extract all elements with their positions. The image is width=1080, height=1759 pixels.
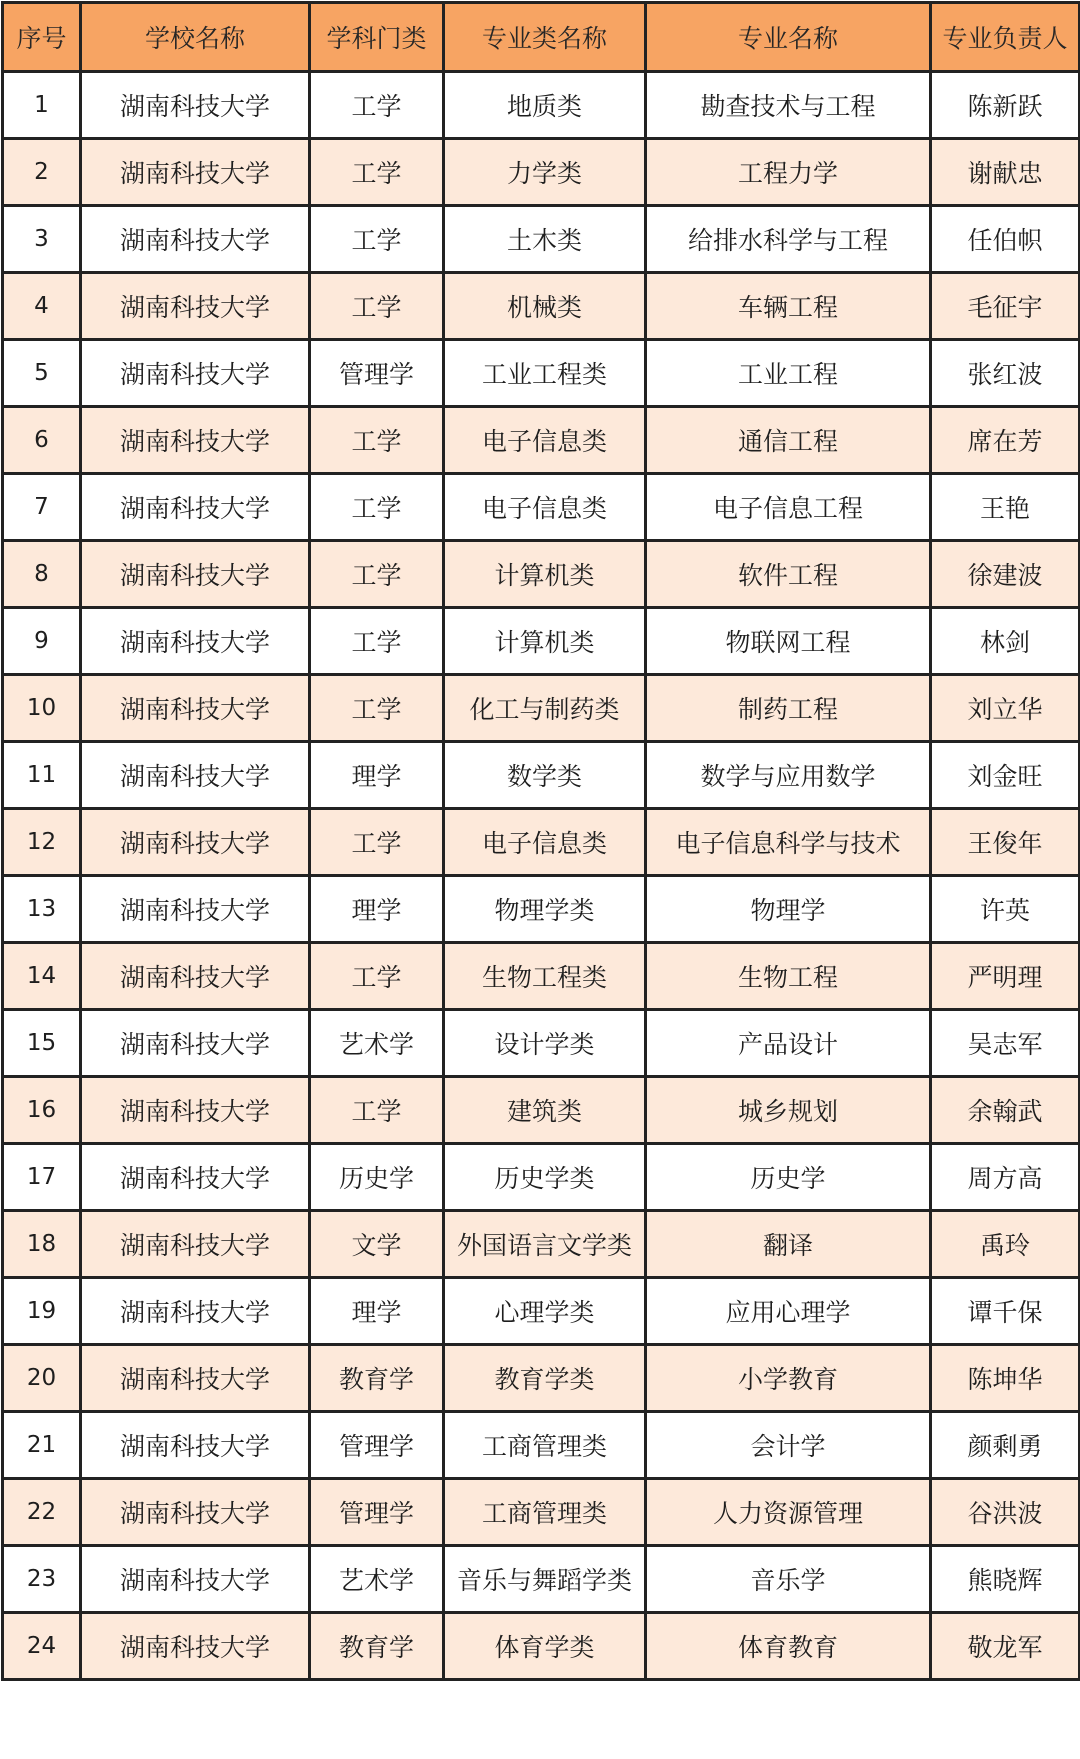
cell-major-category: 机械类 [444, 273, 646, 340]
cell-school: 湖南科技大学 [81, 1613, 310, 1680]
cell-school: 湖南科技大学 [81, 1211, 310, 1278]
cell-major: 电子信息工程 [646, 474, 931, 541]
cell-discipline: 工学 [310, 608, 444, 675]
cell-school: 湖南科技大学 [81, 1010, 310, 1077]
cell-index: 17 [3, 1144, 81, 1211]
table-row [3, 139, 1080, 206]
cell-discipline: 教育学 [310, 1345, 444, 1412]
table-row [3, 1479, 1080, 1546]
table-row [3, 1278, 1080, 1345]
cell-discipline: 管理学 [310, 1412, 444, 1479]
cell-discipline: 理学 [310, 1278, 444, 1345]
cell-index: 8 [3, 541, 81, 608]
cell-discipline: 文学 [310, 1211, 444, 1278]
cell-school: 湖南科技大学 [81, 809, 310, 876]
cell-major: 勘查技术与工程 [646, 72, 931, 139]
cell-major-category: 数学类 [444, 742, 646, 809]
cell-index: 13 [3, 876, 81, 943]
cell-major-category: 工商管理类 [444, 1412, 646, 1479]
table-row [3, 541, 1080, 608]
table-row [3, 608, 1080, 675]
header-index: 序号 [3, 3, 81, 72]
cell-discipline: 工学 [310, 407, 444, 474]
cell-major-category: 体育学类 [444, 1613, 646, 1680]
cell-major-category: 工商管理类 [444, 1479, 646, 1546]
cell-major-category: 历史学类 [444, 1144, 646, 1211]
cell-leader: 王艳 [931, 474, 1080, 541]
cell-discipline: 工学 [310, 206, 444, 273]
cell-major: 数学与应用数学 [646, 742, 931, 809]
cell-index: 16 [3, 1077, 81, 1144]
cell-major: 应用心理学 [646, 1278, 931, 1345]
cell-discipline: 理学 [310, 876, 444, 943]
cell-major-category: 设计学类 [444, 1010, 646, 1077]
cell-index: 4 [3, 273, 81, 340]
cell-major-category: 物理学类 [444, 876, 646, 943]
cell-index: 21 [3, 1412, 81, 1479]
cell-discipline: 工学 [310, 139, 444, 206]
cell-leader: 严明理 [931, 943, 1080, 1010]
cell-major-category: 地质类 [444, 72, 646, 139]
cell-discipline: 艺术学 [310, 1010, 444, 1077]
cell-major: 软件工程 [646, 541, 931, 608]
cell-leader: 谷洪波 [931, 1479, 1080, 1546]
table-row [3, 1345, 1080, 1412]
table-row [3, 1077, 1080, 1144]
cell-major-category: 计算机类 [444, 608, 646, 675]
cell-school: 湖南科技大学 [81, 1479, 310, 1546]
cell-leader: 禹玲 [931, 1211, 1080, 1278]
cell-school: 湖南科技大学 [81, 742, 310, 809]
cell-leader: 张红波 [931, 340, 1080, 407]
table-header [3, 3, 1080, 72]
cell-major-category: 力学类 [444, 139, 646, 206]
table-row [3, 340, 1080, 407]
cell-discipline: 工学 [310, 541, 444, 608]
cell-leader: 谢献忠 [931, 139, 1080, 206]
table-row [3, 1010, 1080, 1077]
cell-major-category: 土木类 [444, 206, 646, 273]
cell-leader: 敬龙军 [931, 1613, 1080, 1680]
cell-discipline: 理学 [310, 742, 444, 809]
cell-index: 23 [3, 1546, 81, 1613]
cell-leader: 刘金旺 [931, 742, 1080, 809]
cell-major: 车辆工程 [646, 273, 931, 340]
cell-major: 小学教育 [646, 1345, 931, 1412]
cell-leader: 熊晓辉 [931, 1546, 1080, 1613]
cell-major: 物联网工程 [646, 608, 931, 675]
cell-discipline: 历史学 [310, 1144, 444, 1211]
cell-major: 给排水科学与工程 [646, 206, 931, 273]
table-row [3, 943, 1080, 1010]
cell-school: 湖南科技大学 [81, 1077, 310, 1144]
cell-index: 5 [3, 340, 81, 407]
cell-major: 体育教育 [646, 1613, 931, 1680]
cell-discipline: 艺术学 [310, 1546, 444, 1613]
table-row [3, 675, 1080, 742]
cell-school: 湖南科技大学 [81, 273, 310, 340]
cell-leader: 刘立华 [931, 675, 1080, 742]
table-row [3, 206, 1080, 273]
cell-index: 9 [3, 608, 81, 675]
cell-leader: 余翰武 [931, 1077, 1080, 1144]
cell-discipline: 工学 [310, 273, 444, 340]
cell-leader: 王俊年 [931, 809, 1080, 876]
cell-index: 22 [3, 1479, 81, 1546]
cell-major: 产品设计 [646, 1010, 931, 1077]
cell-major-category: 化工与制药类 [444, 675, 646, 742]
cell-school: 湖南科技大学 [81, 72, 310, 139]
cell-school: 湖南科技大学 [81, 876, 310, 943]
table-row [3, 273, 1080, 340]
cell-leader: 毛征宇 [931, 273, 1080, 340]
cell-major-category: 建筑类 [444, 1077, 646, 1144]
cell-leader: 席在芳 [931, 407, 1080, 474]
table-body [3, 72, 1080, 1680]
cell-school: 湖南科技大学 [81, 1345, 310, 1412]
table-row [3, 1613, 1080, 1680]
table-row [3, 72, 1080, 139]
cell-index: 7 [3, 474, 81, 541]
cell-index: 14 [3, 943, 81, 1010]
cell-major: 城乡规划 [646, 1077, 931, 1144]
cell-major-category: 教育学类 [444, 1345, 646, 1412]
cell-index: 3 [3, 206, 81, 273]
cell-discipline: 工学 [310, 72, 444, 139]
cell-school: 湖南科技大学 [81, 541, 310, 608]
cell-discipline: 管理学 [310, 1479, 444, 1546]
table-row [3, 1144, 1080, 1211]
table-row [3, 407, 1080, 474]
cell-major-category: 电子信息类 [444, 809, 646, 876]
cell-discipline: 工学 [310, 1077, 444, 1144]
cell-index: 12 [3, 809, 81, 876]
cell-major-category: 音乐与舞蹈学类 [444, 1546, 646, 1613]
cell-discipline: 工学 [310, 675, 444, 742]
cell-major: 通信工程 [646, 407, 931, 474]
cell-major-category: 生物工程类 [444, 943, 646, 1010]
cell-index: 11 [3, 742, 81, 809]
cell-leader: 陈新跃 [931, 72, 1080, 139]
cell-index: 10 [3, 675, 81, 742]
cell-index: 6 [3, 407, 81, 474]
cell-leader: 周方高 [931, 1144, 1080, 1211]
cell-school: 湖南科技大学 [81, 139, 310, 206]
cell-school: 湖南科技大学 [81, 675, 310, 742]
cell-index: 2 [3, 139, 81, 206]
cell-school: 湖南科技大学 [81, 1546, 310, 1613]
cell-discipline: 工学 [310, 943, 444, 1010]
cell-school: 湖南科技大学 [81, 1412, 310, 1479]
table-row [3, 809, 1080, 876]
header-school: 学校名称 [81, 3, 310, 72]
table-row [3, 1211, 1080, 1278]
cell-school: 湖南科技大学 [81, 943, 310, 1010]
cell-leader: 任伯帜 [931, 206, 1080, 273]
cell-leader: 颜剩勇 [931, 1412, 1080, 1479]
cell-school: 湖南科技大学 [81, 340, 310, 407]
table-row [3, 876, 1080, 943]
cell-school: 湖南科技大学 [81, 608, 310, 675]
cell-leader: 吴志军 [931, 1010, 1080, 1077]
cell-index: 15 [3, 1010, 81, 1077]
cell-leader: 谭千保 [931, 1278, 1080, 1345]
header-row [3, 3, 1080, 72]
cell-major-category: 工业工程类 [444, 340, 646, 407]
cell-major: 人力资源管理 [646, 1479, 931, 1546]
cell-index: 20 [3, 1345, 81, 1412]
cell-major-category: 电子信息类 [444, 474, 646, 541]
cell-leader: 徐建波 [931, 541, 1080, 608]
cell-major: 电子信息科学与技术 [646, 809, 931, 876]
cell-index: 24 [3, 1613, 81, 1680]
cell-major-category: 外国语言文学类 [444, 1211, 646, 1278]
cell-leader: 许英 [931, 876, 1080, 943]
header-leader: 专业负责人 [931, 3, 1080, 72]
table-row [3, 1546, 1080, 1613]
cell-major-category: 计算机类 [444, 541, 646, 608]
cell-major: 会计学 [646, 1412, 931, 1479]
table-row [3, 1412, 1080, 1479]
cell-major: 音乐学 [646, 1546, 931, 1613]
header-major-category: 专业类名称 [444, 3, 646, 72]
cell-major: 翻译 [646, 1211, 931, 1278]
cell-major: 制药工程 [646, 675, 931, 742]
cell-school: 湖南科技大学 [81, 474, 310, 541]
table-row [3, 742, 1080, 809]
cell-major: 工程力学 [646, 139, 931, 206]
cell-school: 湖南科技大学 [81, 1278, 310, 1345]
cell-major: 物理学 [646, 876, 931, 943]
cell-major-category: 电子信息类 [444, 407, 646, 474]
cell-major: 生物工程 [646, 943, 931, 1010]
cell-leader: 陈坤华 [931, 1345, 1080, 1412]
cell-major: 工业工程 [646, 340, 931, 407]
cell-index: 19 [3, 1278, 81, 1345]
cell-discipline: 教育学 [310, 1613, 444, 1680]
cell-discipline: 工学 [310, 809, 444, 876]
cell-discipline: 管理学 [310, 340, 444, 407]
cell-school: 湖南科技大学 [81, 407, 310, 474]
header-major: 专业名称 [646, 3, 931, 72]
cell-school: 湖南科技大学 [81, 206, 310, 273]
table-row [3, 474, 1080, 541]
cell-leader: 林剑 [931, 608, 1080, 675]
cell-discipline: 工学 [310, 474, 444, 541]
majors-table [1, 1, 1080, 1681]
header-discipline: 学科门类 [310, 3, 444, 72]
cell-major: 历史学 [646, 1144, 931, 1211]
cell-school: 湖南科技大学 [81, 1144, 310, 1211]
cell-index: 1 [3, 72, 81, 139]
cell-index: 18 [3, 1211, 81, 1278]
cell-major-category: 心理学类 [444, 1278, 646, 1345]
